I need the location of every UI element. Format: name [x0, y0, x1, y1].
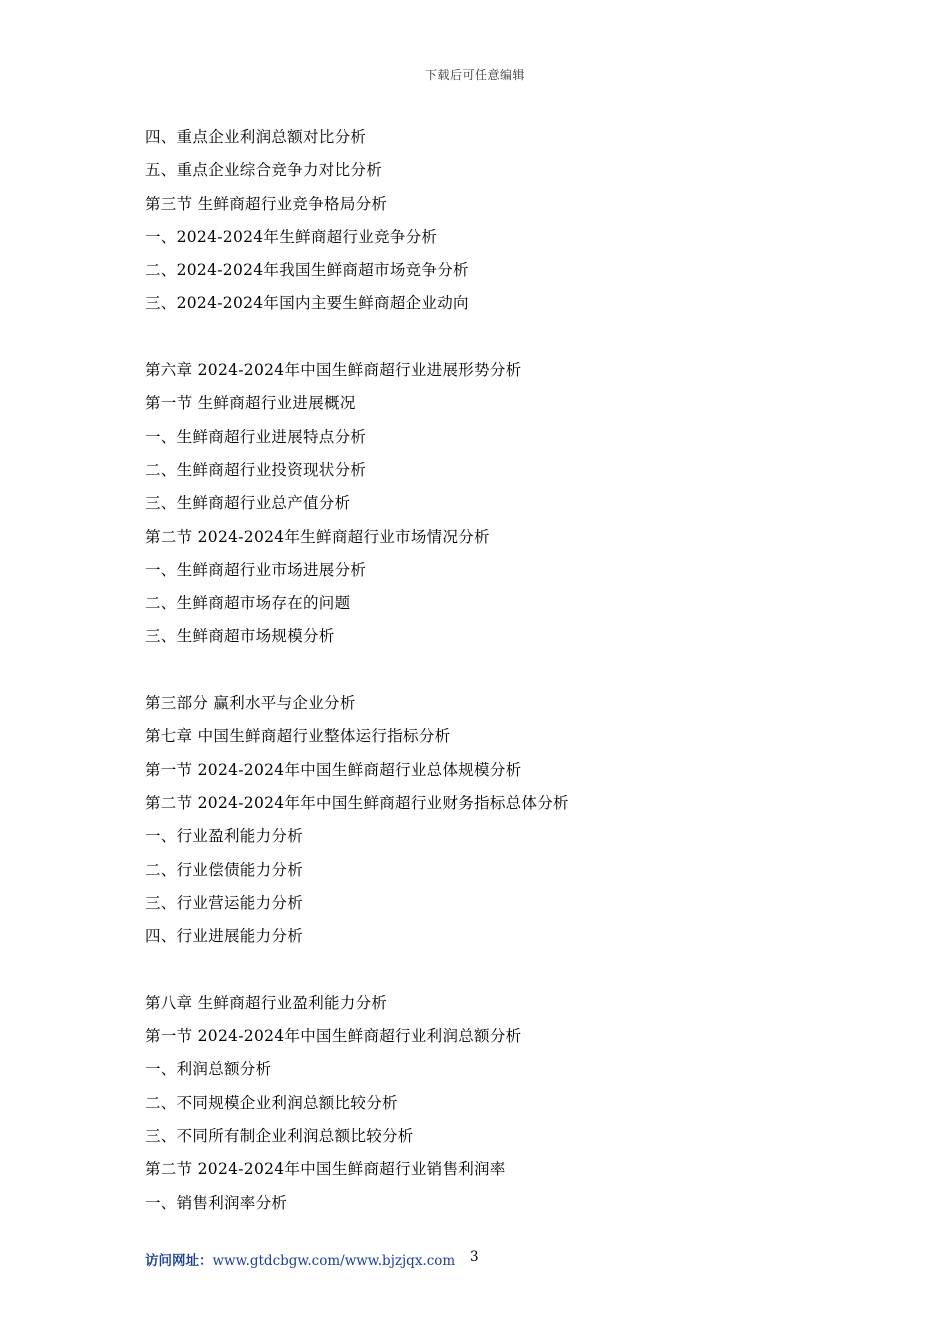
toc-line: 一、行业盈利能力分析: [145, 827, 304, 846]
footer-label: 访问网址：: [145, 1253, 213, 1269]
toc-line: 四、重点企业利润总额对比分析: [145, 128, 367, 146]
toc-line: 二、行业偿债能力分析: [145, 860, 304, 879]
toc-spacer: [145, 958, 845, 991]
toc-line: 三、生鲜商超行业总产值分析: [145, 494, 351, 513]
footer-url-link[interactable]: www.gtdcbgw.com/www.bjzjqx.com: [212, 1253, 456, 1269]
toc-line: 第二节 2024-2024年生鲜商超行业市场情况分析: [145, 527, 490, 546]
toc-line: 二、生鲜商超行业投资现状分析: [145, 460, 367, 479]
toc-line: 第一节 2024-2024年中国生鲜商超行业利润总额分析: [145, 1027, 522, 1046]
toc-line: 一、生鲜商超行业市场进展分析: [145, 560, 367, 579]
toc-line: 第三部分 赢利水平与企业分析: [145, 694, 356, 713]
toc-line: 三、不同所有制企业利润总额比较分析: [145, 1126, 414, 1145]
toc-line: 三、生鲜商超市场规模分析: [145, 627, 335, 646]
table-of-contents: [145, 126, 845, 1225]
page-number: 3: [470, 1249, 479, 1265]
toc-line: 第二节 2024-2024年中国生鲜商超行业销售利润率: [145, 1160, 506, 1179]
toc-line: 五、重点企业综合竞争力对比分析: [145, 161, 383, 180]
toc-line: 三、行业营运能力分析: [145, 893, 304, 912]
toc-line: 三、2024-2024年国内主要生鲜商超企业动向: [145, 294, 469, 313]
toc-line: 第八章 生鲜商超行业盈利能力分析: [145, 993, 388, 1012]
toc-line: 第三节 生鲜商超行业竞争格局分析: [145, 194, 388, 213]
toc-line: 第二节 2024-2024年年中国生鲜商超行业财务指标总体分析: [145, 793, 569, 812]
toc-line: 一、销售利润率分析: [145, 1193, 288, 1212]
toc-spacer: [145, 326, 845, 359]
toc-line: 第一节 生鲜商超行业进展概况: [145, 394, 356, 413]
toc-line: 一、生鲜商超行业进展特点分析: [145, 427, 367, 446]
toc-line: 二、2024-2024年我国生鲜商超市场竞争分析: [145, 261, 469, 280]
page-footer: [145, 1249, 455, 1269]
toc-line: 二、生鲜商超市场存在的问题: [145, 594, 351, 613]
toc-line: 第一节 2024-2024年中国生鲜商超行业总体规模分析: [145, 760, 522, 779]
toc-line: 一、利润总额分析: [145, 1060, 272, 1079]
toc-line: 第六章 2024-2024年中国生鲜商超行业进展形势分析: [145, 361, 522, 380]
page-header: 下载后可任意编辑: [424, 68, 525, 82]
toc-line: 二、不同规模企业利润总额比较分析: [145, 1093, 398, 1112]
toc-line: 第七章 中国生鲜商超行业整体运行指标分析: [145, 727, 451, 746]
toc-spacer: [145, 659, 845, 692]
toc-line: 一、2024-2024年生鲜商超行业竞争分析: [145, 227, 438, 246]
toc-line: 四、行业进展能力分析: [145, 927, 304, 946]
